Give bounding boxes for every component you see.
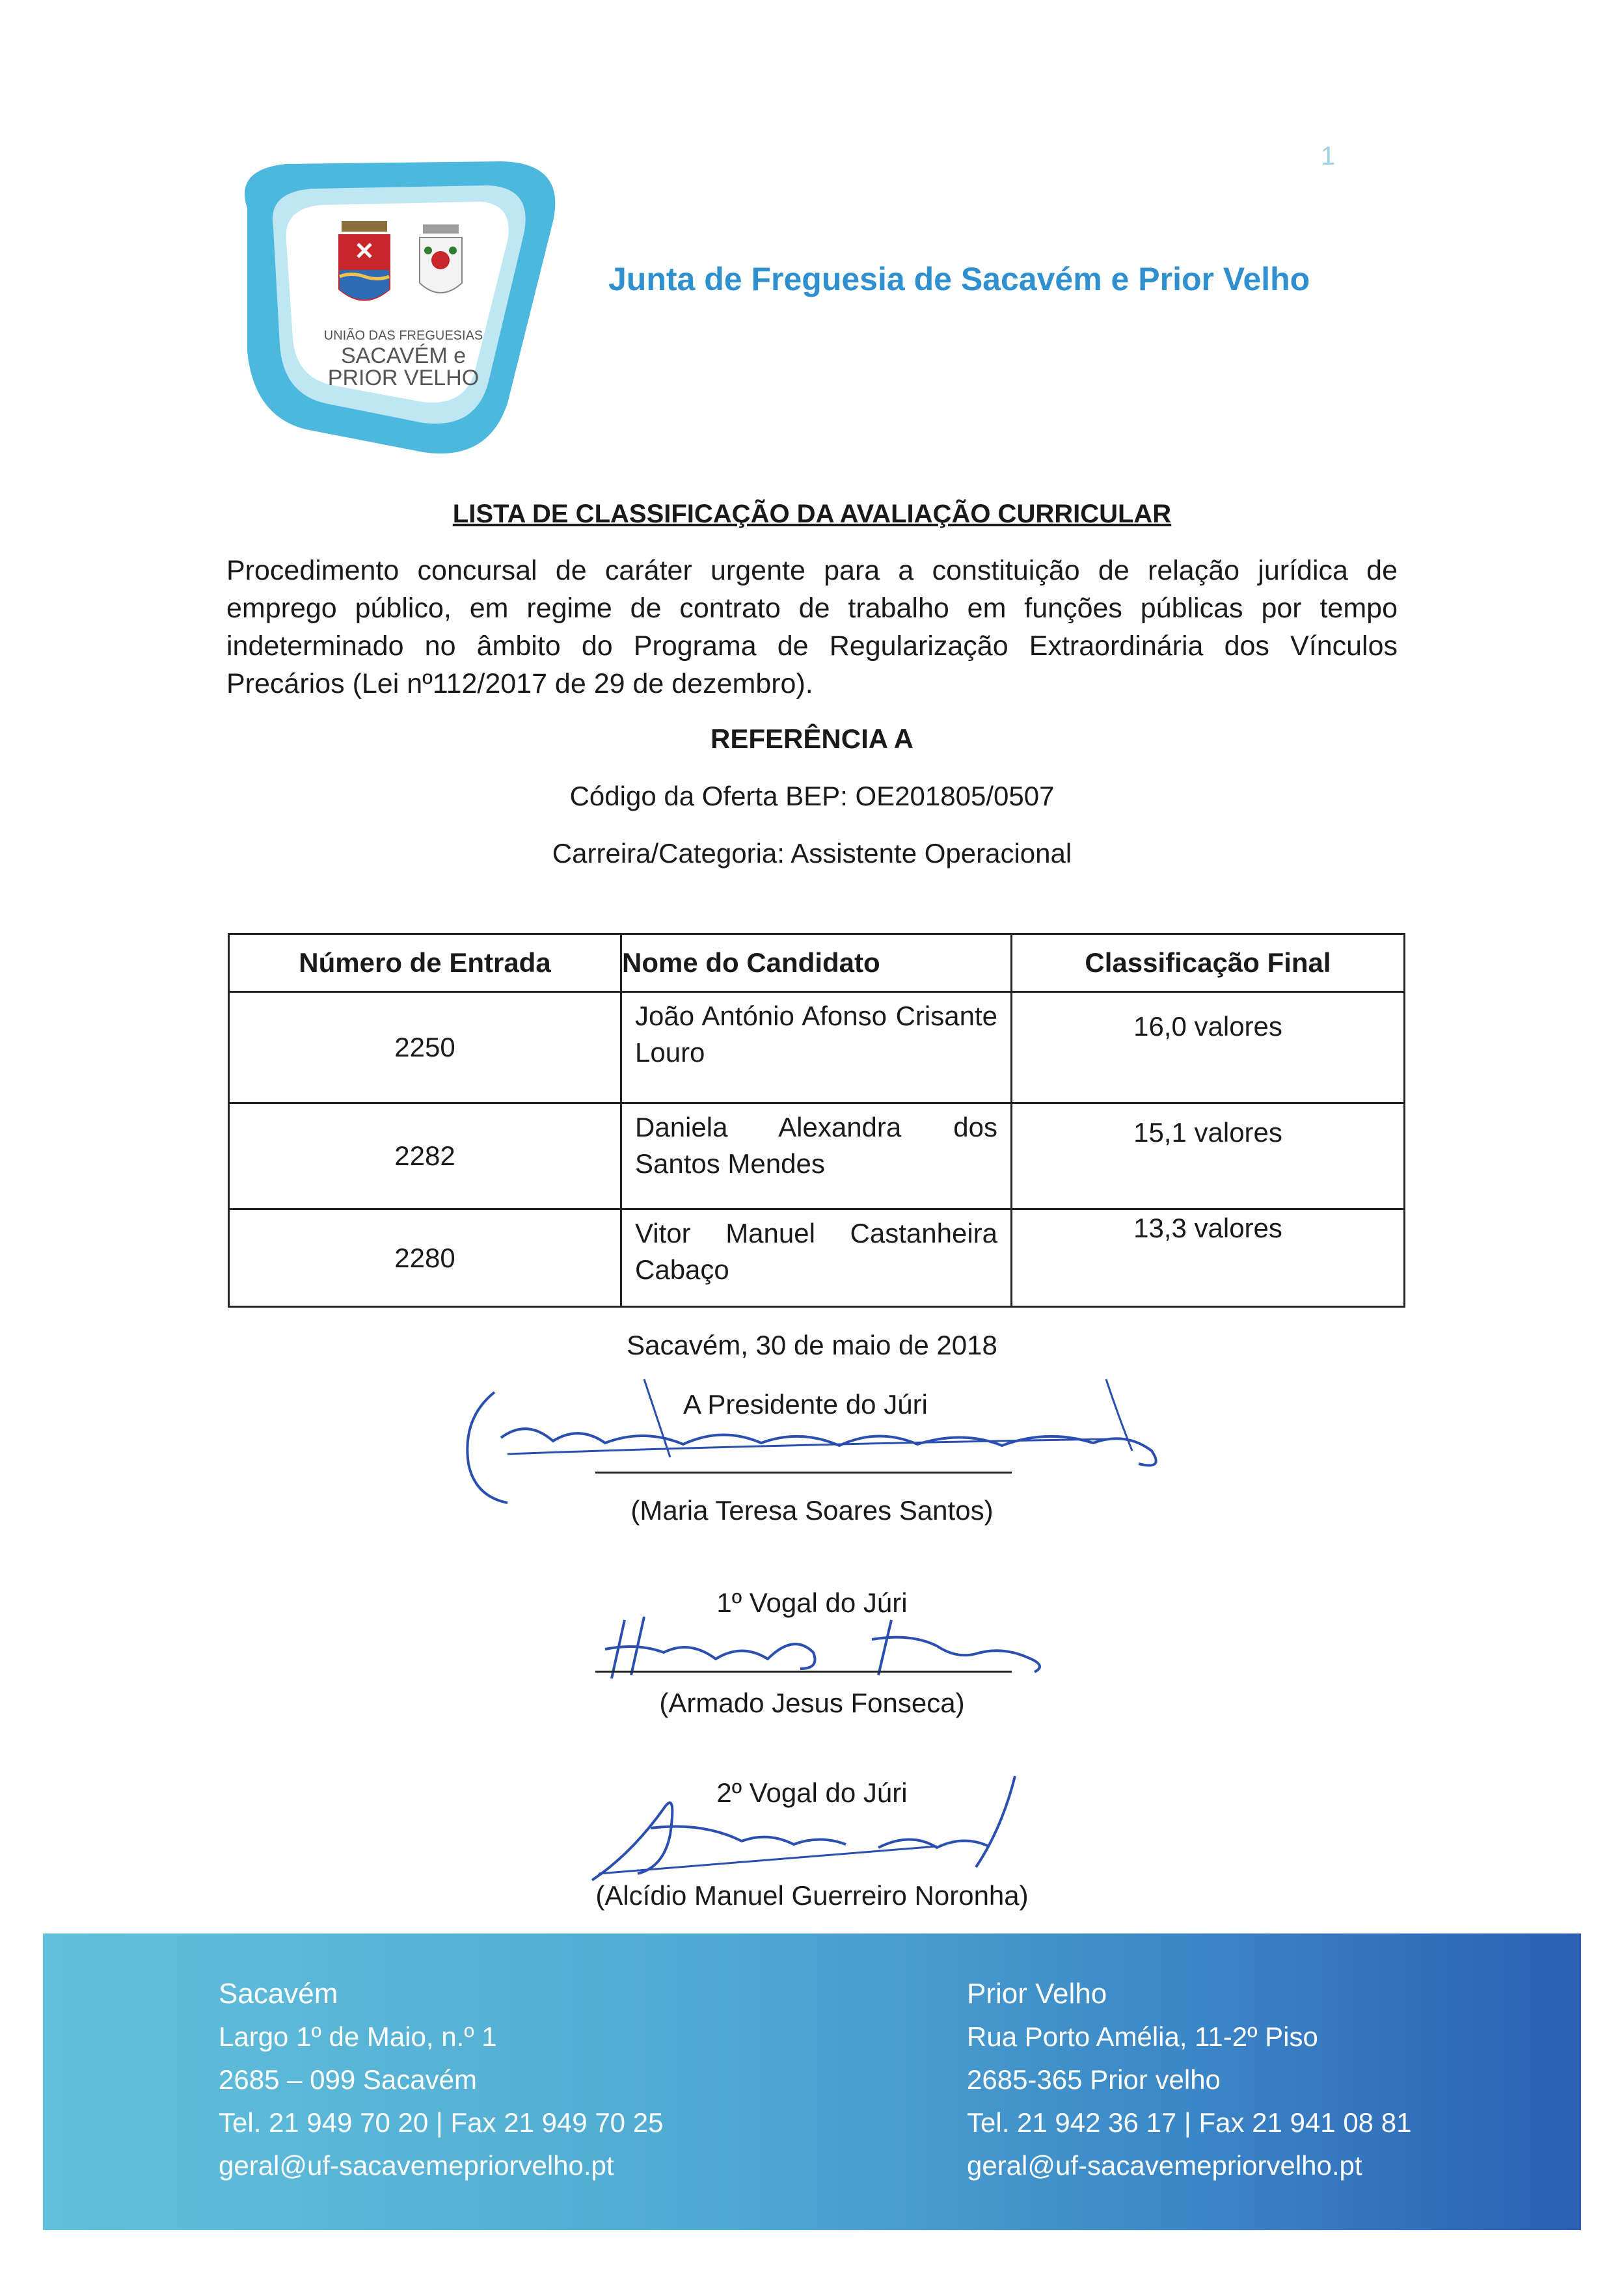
president-name: (Maria Teresa Soares Santos) (630, 1495, 994, 1526)
footer-email: geral@uf-sacavemepriorvelho.pt (967, 2150, 1362, 2181)
candidate-name: João António Afonso Crisante Louro (621, 992, 1012, 1103)
second-member-signature (573, 1770, 1067, 1893)
place-and-date: Sacavém, 30 de maio de 2018 (627, 1330, 997, 1360)
footer-banner (43, 1933, 1581, 2230)
first-member-name: (Armado Jesus Fonseca) (659, 1688, 965, 1718)
career-category: Carreira/Categoria: Assistente Operacional (552, 838, 1072, 869)
document-title: LISTA DE CLASSIFICAÇÃO DA AVALIAÇÃO CURRICULAR (452, 500, 1172, 528)
first-member-signature (586, 1607, 1067, 1691)
page-number: 1 (1321, 142, 1336, 170)
first-member-signature-line (595, 1671, 1012, 1673)
president-title: A Presidente do Júri (683, 1389, 928, 1420)
header-entry-number: Número de Entrada (229, 934, 621, 992)
footer-phone-fax: Tel. 21 942 36 17 | Fax 21 941 08 81 (967, 2107, 1412, 2138)
second-member-name: (Alcídio Manuel Guerreiro Noronha) (595, 1880, 1029, 1911)
footer-postal-code: 2685 – 099 Sacavém (219, 2064, 477, 2095)
final-score: 13,3 valores (1012, 1209, 1405, 1307)
logo-text-line1: UNIÃO DAS FREGUESIAS (323, 329, 483, 343)
logo-text-line2: SACAVÉM e (340, 344, 467, 368)
final-score: 16,0 valores (1012, 992, 1405, 1103)
footer-sacavem-contact (219, 1973, 663, 2187)
header-final-score: Classificação Final (1012, 934, 1405, 992)
logo-emblem (228, 156, 579, 462)
header-candidate-name: Nome do Candidato (621, 934, 1012, 992)
entry-number: 2250 (229, 992, 621, 1103)
offer-code: Código da Oferta BEP: OE201805/0507 (569, 781, 1055, 811)
table-row (229, 1103, 1405, 1209)
table-header-row (229, 934, 1405, 992)
entry-number: 2282 (229, 1103, 621, 1209)
candidate-name: Vitor Manuel Castanheira Cabaço (621, 1209, 1012, 1307)
president-signature-line (595, 1472, 1012, 1474)
candidate-name: Daniela Alexandra dos Santos Mendes (621, 1103, 1012, 1209)
parish-logo (228, 156, 579, 462)
footer-address: Rua Porto Amélia, 11-2º Piso (967, 2021, 1318, 2052)
entry-number: 2280 (229, 1209, 621, 1307)
footer-office-name: Prior Velho (967, 1978, 1107, 2010)
footer-postal-code: 2685-365 Prior velho (967, 2064, 1221, 2095)
footer-office-name: Sacavém (219, 1978, 338, 2010)
footer-prior-velho-contact (967, 1973, 1411, 2187)
footer-email: geral@uf-sacavemepriorvelho.pt (219, 2150, 614, 2181)
logo-text-line3: PRIOR VELHO (327, 366, 480, 390)
footer-address: Largo 1º de Maio, n.º 1 (219, 2021, 497, 2052)
classification-table (228, 933, 1405, 1308)
organization-name: Junta de Freguesia de Sacavém e Prior Velho (608, 261, 1310, 297)
table-row (229, 1209, 1405, 1307)
final-score: 15,1 valores (1012, 1103, 1405, 1209)
first-member-title: 1º Vogal do Júri (716, 1587, 908, 1618)
table-row (229, 992, 1405, 1103)
president-signature (449, 1366, 1217, 1516)
footer-phone-fax: Tel. 21 949 70 20 | Fax 21 949 70 25 (219, 2107, 664, 2138)
second-member-title: 2º Vogal do Júri (716, 1777, 908, 1808)
reference-heading: REFERÊNCIA A (710, 723, 914, 754)
intro-paragraph: Procedimento concursal de caráter urgente para a constituição de relação jurídica de emprego público, em regime de contrato de trabalho em funções públicas por tempo indeterminado no âmbito do Programa de Regularização Extraordinária dos Vínculos Precários (Lei nº112/2017 de 29 de dezembro). (226, 555, 1398, 699)
